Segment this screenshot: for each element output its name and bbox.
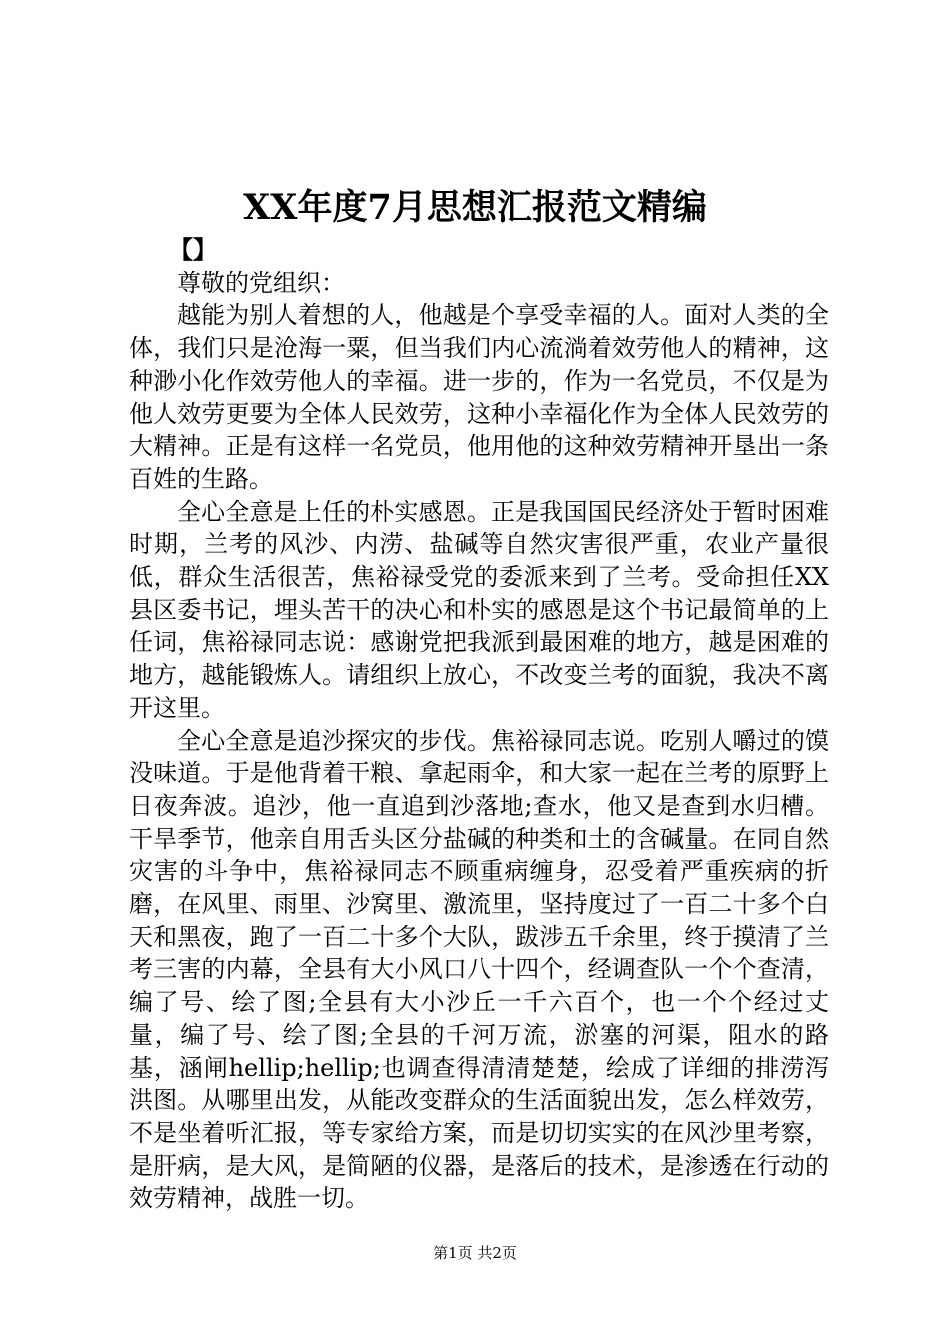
paragraph: 越能为别人着想的人，他越是个享受幸福的人。面对人类的全体，我们只是沧海一粟，但当我们内心流淌着效劳他人的精神，这种渺小化作效劳他人的幸福。进一步的，作为一名党员，不仅是为他人效劳更要为全体人民效劳，这种小幸福化作为全体人民效劳的大精神。正是有这样一名党员，他用他的这种效劳精神开垦出一条百姓的生路。 xyxy=(129,301,829,493)
paragraph: 全心全意是上任的朴实感恩。正是我国国民经济处于暂时困难时期，兰考的风沙、内涝、盐碱等自然灾害很严重，农业产量很低，群众生活很苦，焦裕禄受党的委派来到了兰考。受命担任XX县区委书记，埋头苦干的决心和朴实的感恩是这个书记最简单的上任词，焦裕禄同志说：感谢党把我派到最困难的地方，越是困难的地方，越能锻炼人。请组织上放心，不改变兰考的面貌，我决不离开这里。 xyxy=(129,497,829,722)
document-title: XX年度7月思想汇报范文精编 xyxy=(243,187,707,228)
salutation: 尊敬的党组织： xyxy=(177,268,345,297)
paragraph: 全心全意是追沙探灾的步伐。焦裕禄同志说。吃别人嚼过的馍没味道。于是他背着干粮、拿起雨伞，和大家一起在兰考的原野上日夜奔波。追沙，他一直追到沙落地;查水，他又是查到水归槽。干旱季节，他亲自用舌头区分盐碱的种类和土的含碱量。在同自然灾害的斗争中，焦裕禄同志不顾重病缠身，忍受着严重疾病的折磨，在风里、雨里、沙窝里、激流里，坚持度过了一百二十多个白天和黑夜，跑了一百二十多个大队，跋涉五千余里，终于摸清了兰考三害的内幕，全县有大小风口八十四个，经调查队一个个查清，编了号、绘了图;全县有大小沙丘一千六百个，也一个个经过丈量，编了号、绘了图;全县的千河万流，淤塞的河渠，阻水的路基，涵闸hellip;hellip;也调查得清清楚楚，绘成了详细的排涝泻洪图。从哪里出发，从能改变群众的生活面貌出发，怎么样效劳，不是坐着听汇报，等专家给方案，而是切切实实的在风沙里考察，是肝病，是大风，是简陋的仪器，是落后的技术，是渗透在行动的效劳精神，战胜一切。 xyxy=(129,726,829,1213)
page-footer: 第1页 共2页 xyxy=(433,1244,517,1262)
bracket-marker: 【】 xyxy=(169,235,217,264)
document-body xyxy=(129,234,829,1215)
